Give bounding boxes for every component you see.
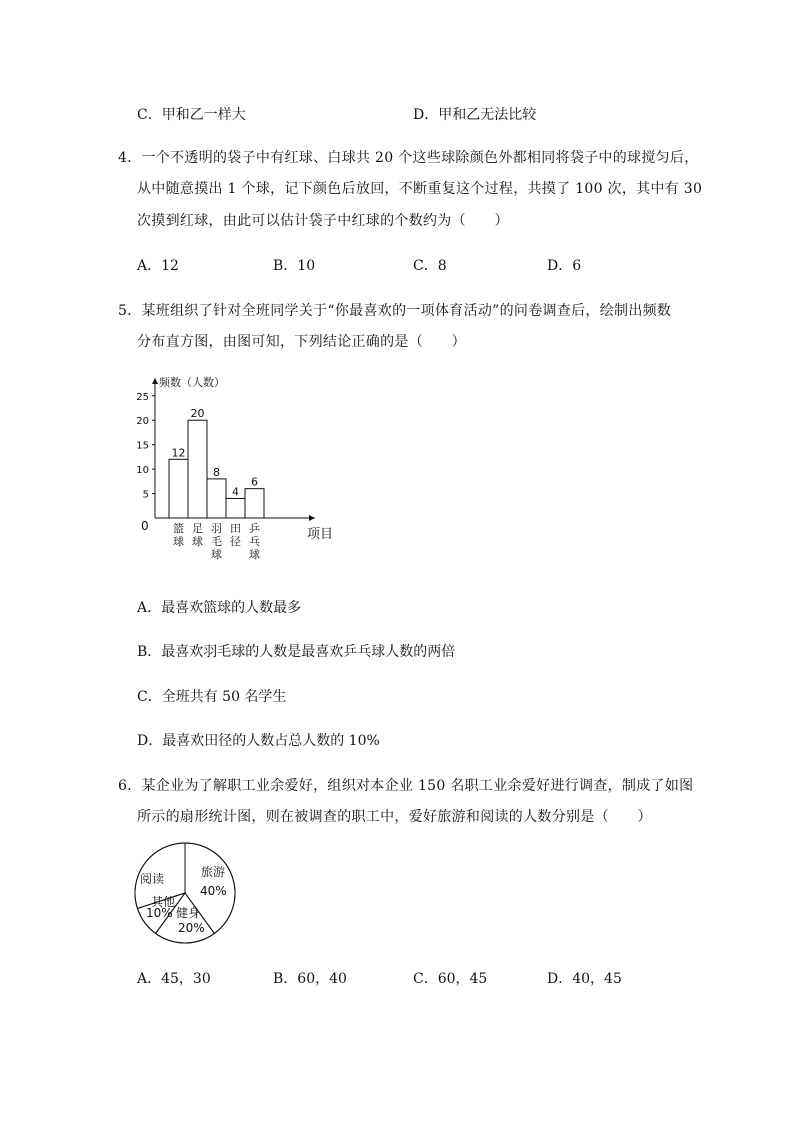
histogram-y-tick-label: 15 — [136, 440, 149, 452]
histogram-y-tick-label: 10 — [136, 465, 149, 477]
q6-option-c: C．60，45 — [413, 971, 488, 987]
histogram-bar-value-label: 8 — [213, 465, 220, 479]
q4-stem-line2: 从中随意摸出 1 个球，记下颜色后放回，不断重复这个过程，共摸了 100 次，其中有 30 — [137, 181, 703, 197]
pie-percent-travel: 40% — [200, 884, 227, 898]
pie-label-fitness: 健身 — [176, 906, 201, 920]
q5-option-a: A．最喜欢篮球的人数最多 — [137, 600, 302, 616]
q6-stem-line2: 所示的扇形统计图，则在被调查的职工中，爱好旅游和阅读的人数分别是（ ） — [137, 809, 652, 825]
q4-option-c: C．8 — [413, 258, 447, 274]
histogram-category-label: 田径 — [230, 522, 241, 548]
q5-option-d: D．最喜欢田径的人数占总人数的 10% — [137, 733, 380, 749]
histogram-y-tick-label: 25 — [136, 391, 149, 403]
histogram-origin-label: 0 — [141, 519, 149, 533]
histogram-y-tick-label: 20 — [136, 416, 149, 428]
histogram-y-tick-label: 5 — [142, 489, 149, 501]
histogram-category-label: 篮球 — [173, 522, 184, 548]
q6-option-d: D．40，45 — [547, 971, 622, 987]
q4-stem-line1: 4．一个不透明的袋子中有红球、白球共 20 个这些球除颜色外都相同将袋子中的球搅匀后， — [118, 150, 699, 166]
pie-percent-fitness: 20% — [178, 921, 205, 935]
q6-option-a: A．45，30 — [137, 971, 211, 987]
q6-option-b: B．60，40 — [273, 971, 347, 987]
q4-option-d: D．6 — [547, 258, 582, 274]
q4-stem-line3: 次摸到红球，由此可以估计袋子中红球的个数约为（ ） — [137, 213, 509, 229]
histogram-bar — [245, 489, 264, 518]
q3-option-c: C．甲和乙一样大 — [137, 107, 246, 123]
q5-option-b: B．最喜欢羽毛球的人数是最喜欢乒乓球人数的两倍 — [137, 644, 456, 660]
q5-stem-line1: 5．某班组织了针对全班同学关于“你最喜欢的一项体育活动”的问卷调查后，绘制出频数 — [118, 303, 672, 319]
histogram-y-arrow — [152, 378, 158, 384]
q4-option-b: B．10 — [273, 258, 316, 274]
histogram-x-arrow — [309, 515, 315, 521]
histogram-x-axis-label: 项目 — [307, 527, 334, 542]
histogram-bar-value-label: 12 — [171, 446, 186, 460]
histogram-category-label: 乒乓球 — [249, 522, 260, 561]
histogram-y-axis-label: 频数（人数） — [159, 376, 225, 389]
pie-chart — [130, 840, 245, 950]
pie-label-travel: 旅游 — [201, 865, 226, 879]
pie-label-other: 其他 — [151, 895, 176, 909]
histogram-category-label: 足球 — [192, 522, 203, 548]
pie-percent-other: 10% — [146, 906, 173, 920]
histogram-bar — [207, 479, 226, 518]
q4-option-a: A．12 — [137, 258, 179, 274]
q5-option-c: C．全班共有 50 名学生 — [137, 689, 287, 705]
q5-stem-line2: 分布直方图，由图可知，下列结论正确的是（ ） — [137, 334, 466, 350]
histogram-bar — [188, 420, 207, 518]
histogram-category-label: 羽毛球 — [211, 522, 222, 561]
frequency-histogram — [125, 368, 355, 568]
histogram-bar-value-label: 6 — [251, 475, 258, 489]
histogram-bar-value-label: 4 — [232, 485, 239, 499]
q3-option-d: D．甲和乙无法比较 — [413, 107, 537, 123]
pie-label-reading: 阅读 — [140, 872, 165, 886]
histogram-bar-value-label: 20 — [190, 407, 205, 421]
histogram-bar — [169, 459, 188, 518]
q6-stem-line1: 6．某企业为了解职工业余爱好，组织对本企业 150 名职工业余爱好进行调查，制成了如图 — [118, 778, 694, 794]
histogram-bar — [226, 498, 245, 518]
